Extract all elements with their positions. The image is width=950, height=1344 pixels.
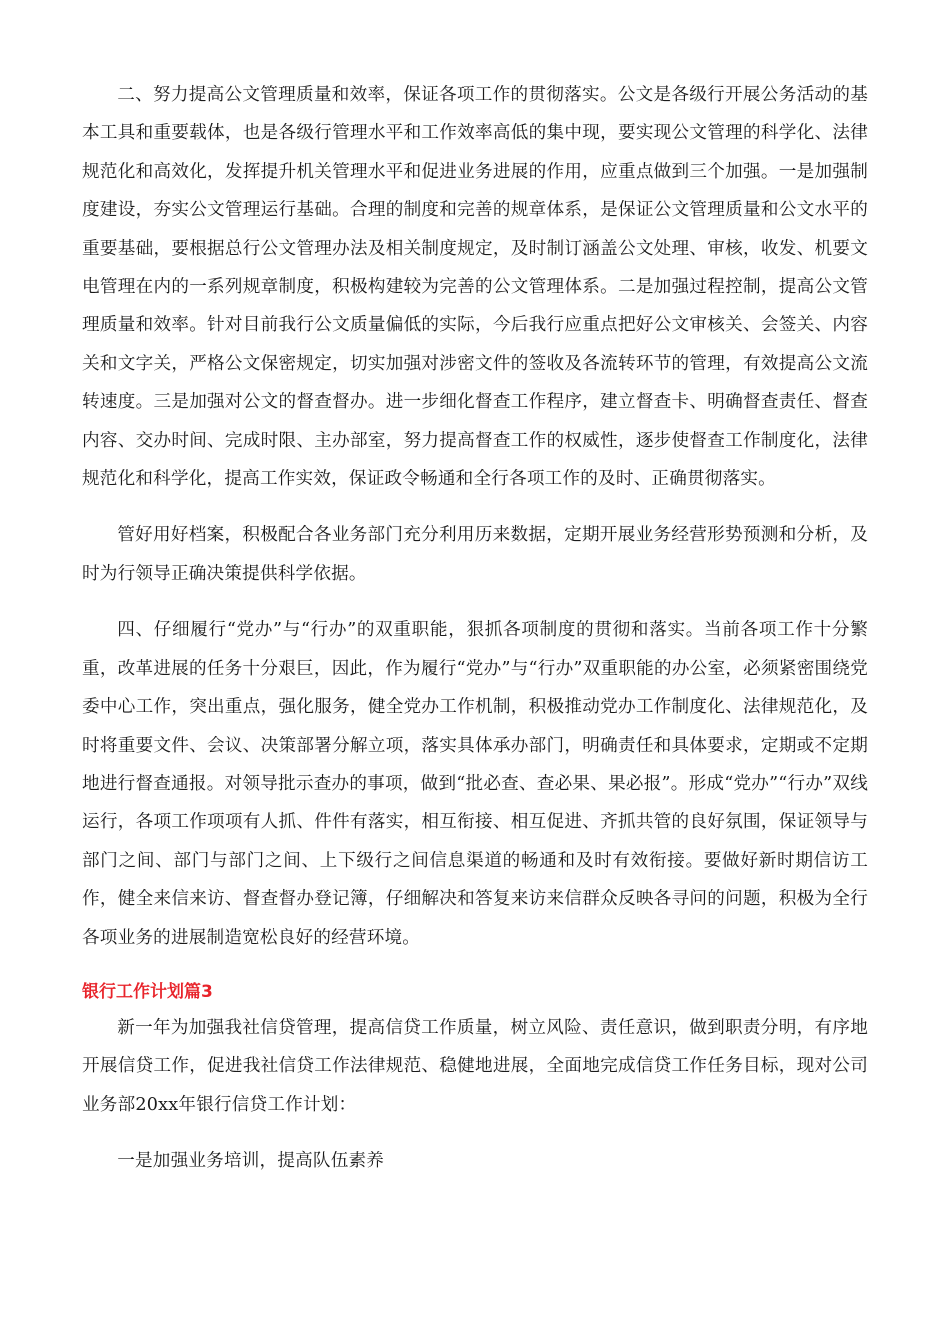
document-body [82,76,868,1197]
paragraph-credit-plan-intro: 新一年为加强我社信贷管理，提高信贷工作质量，树立风险、责任意识，做到职责分明，有序地开展信贷工作，促进我社信贷工作法律规范、稳健地进展，全面地完成信贷工作任务目标，现对公司业务部20xx年银行信贷工作计划： [82,1017,868,1115]
paragraph-dual-functions: 四、仔细履行“党办”与“行办”的双重职能，狠抓各项制度的贯彻和落实。当前各项工作十分繁重，改革进展的任务十分艰巨，因此，作为履行“党办”与“行办”双重职能的办公室，必须紧密围绕党委中心工作，突出重点，强化服务，健全党办工作机制，积极推动党办工作制度化、法律规范化，及时将重要文件、会议、决策部署分解立项，落实具体承办部门，明确责任和具体要求，定期或不定期地进行督查通报。对领导批示查办的事项，做到“批必查、查必果、果必报”。形成“党办”“行办”双线运行，各项工作项项有人抓、件件有落实，相互衔接、相互促进、齐抓共管的良好氛围，保证领导与部门之间、部门与部门之间、上下级行之间信息渠道的畅通和及时有效衔接。要做好新时期信访工作，健全来信来访、督查督办登记簿，仔细解决和答复来访来信群众反映各寻问的问题，积极为全行各项业务的进展制造宽松良好的经营环境。 [82,620,868,948]
paragraph-archives: 管好用好档案，积极配合各业务部门充分利用历来数据，定期开展业务经营形势预测和分析，及时为行领导正确决策提供科学依据。 [82,525,868,584]
paragraph-training: 一是加强业务培训，提高队伍素养 [117,1151,385,1172]
paragraph-official-documents: 二、努力提高公文管理质量和效率，保证各项工作的贯彻落实。公文是各级行开展公务活动的基本工具和重要载体，也是各级行管理水平和工作效率高低的集中现，要实现公文管理的科学化、法律规范化和高效化，发挥提升机关管理水平和促进业务进展的作用，应重点做到三个加强。一是加强制度建设，夯实公文管理运行基础。合理的制度和完善的规章体系，是保证公文管理质量和公文水平的重要基础，要根据总行公文管理办法及相关制度规定，及时制订涵盖公文处理、审核，收发、机要文电管理在内的一系列规章制度，积极构建较为完善的公文管理体系。二是加强过程控制，提高公文管理质量和效率。针对目前我行公文质量偏低的实际，今后我行应重点把好公文审核关、会签关、内容关和文字关，严格公文保密规定，切实加强对涉密文件的签收及各流转环节的管理，有效提高公文流转速度。三是加强对公文的督查督办。进一步细化督查工作程序，建立督查卡、明确督查责任、督查内容、交办时间、完成时限、主办部室，努力提高督查工作的权威性，逐步使督查工作制度化，法律规范化和科学化，提高工作实效，保证政令畅通和全行各项工作的及时、正确贯彻落实。 [82,85,868,490]
section-heading: 银行工作计划篇3 [82,981,213,1002]
